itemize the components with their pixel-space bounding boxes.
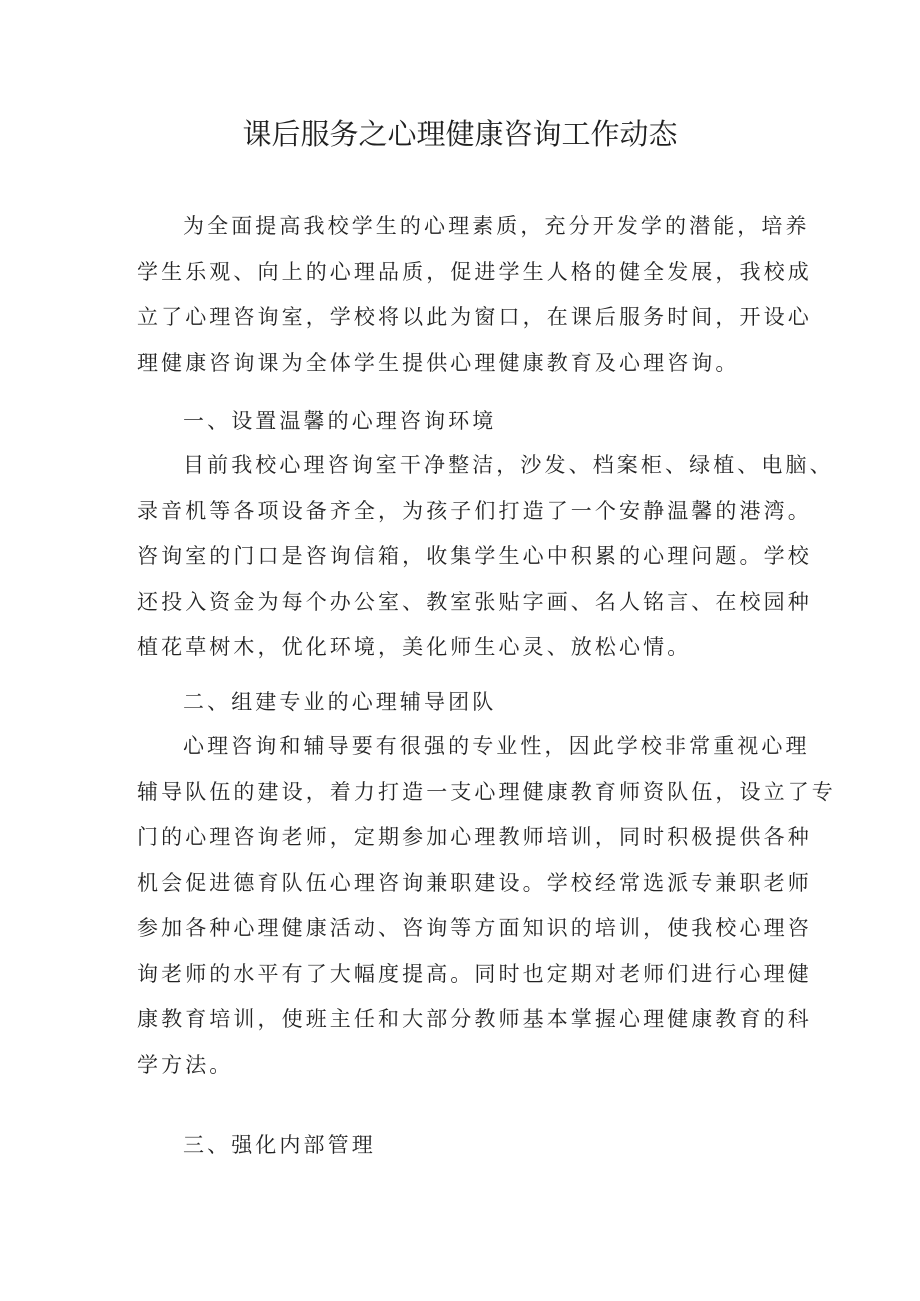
- section1-line: 还投入资金为每个办公室、教室张贴字画、名人铭言、在校园种: [137, 589, 812, 614]
- section1-line: 咨询室的门口是咨询信箱，收集学生心中积累的心理问题。学校: [137, 544, 812, 568]
- section3-heading-block: [137, 1123, 817, 1169]
- intro-line: 学生乐观、向上的心理品质，促进学生人格的健全发展，我校成: [137, 259, 812, 284]
- section1-heading-block: [137, 399, 817, 445]
- intro-line: 理健康咨询课为全体学生提供心理健康教育及心理咨询。: [137, 350, 740, 375]
- section1-line: 植花草树木，优化环境，美化师生心灵、放松心情。: [137, 635, 692, 659]
- section2-line: 学方法。: [137, 1052, 234, 1077]
- section3-heading: 三、强化内部管理: [183, 1133, 376, 1157]
- section1-paragraph: [137, 443, 834, 671]
- section2-line: 参加各种心理健康活动、咨询等方面知识的培训，使我校心理咨: [137, 916, 812, 940]
- section2-line: 心理咨询和辅导要有很强的专业性，因此学校非常重视心理: [183, 734, 810, 758]
- intro-paragraph: [137, 204, 817, 386]
- section1-line: 目前我校心理咨询室干净整洁，沙发、档案柜、绿植、电脑、: [183, 453, 834, 477]
- section2-line: 康教育培训，使班主任和大部分教师基本掌握心理健康教育的科: [137, 1007, 812, 1031]
- section2-line: 询老师的水平有了大幅度提高。同时也定期对老师们进行心理健: [137, 961, 812, 986]
- section2-heading-block: [137, 680, 817, 726]
- section1-heading: 一、设置温馨的心理咨询环境: [183, 409, 497, 433]
- section2-line: 机会促进德育队伍心理咨询兼职建设。学校经常选派专兼职老师: [137, 870, 812, 895]
- document-title: 课后服务之心理健康咨询工作动态: [242, 117, 678, 151]
- section2-heading: 二、组建专业的心理辅导团队: [183, 690, 497, 714]
- section2-line: 辅导队伍的建设，着力打造一支心理健康教育师资队伍，设立了专: [137, 779, 836, 804]
- section2-paragraph: [137, 724, 836, 1088]
- intro-line: 立了心理咨询室，学校将以此为窗口，在课后服务时间，开设心: [137, 305, 812, 329]
- intro-line: 为全面提高我校学生的心理素质，充分开发学的潜能，培养: [183, 214, 810, 238]
- section1-line: 录音机等各项设备齐全，为孩子们打造了一个安静温馨的港湾。: [137, 498, 812, 523]
- section2-line: 门的心理咨询老师，定期参加心理教师培训，同时积极提供各种: [137, 825, 812, 849]
